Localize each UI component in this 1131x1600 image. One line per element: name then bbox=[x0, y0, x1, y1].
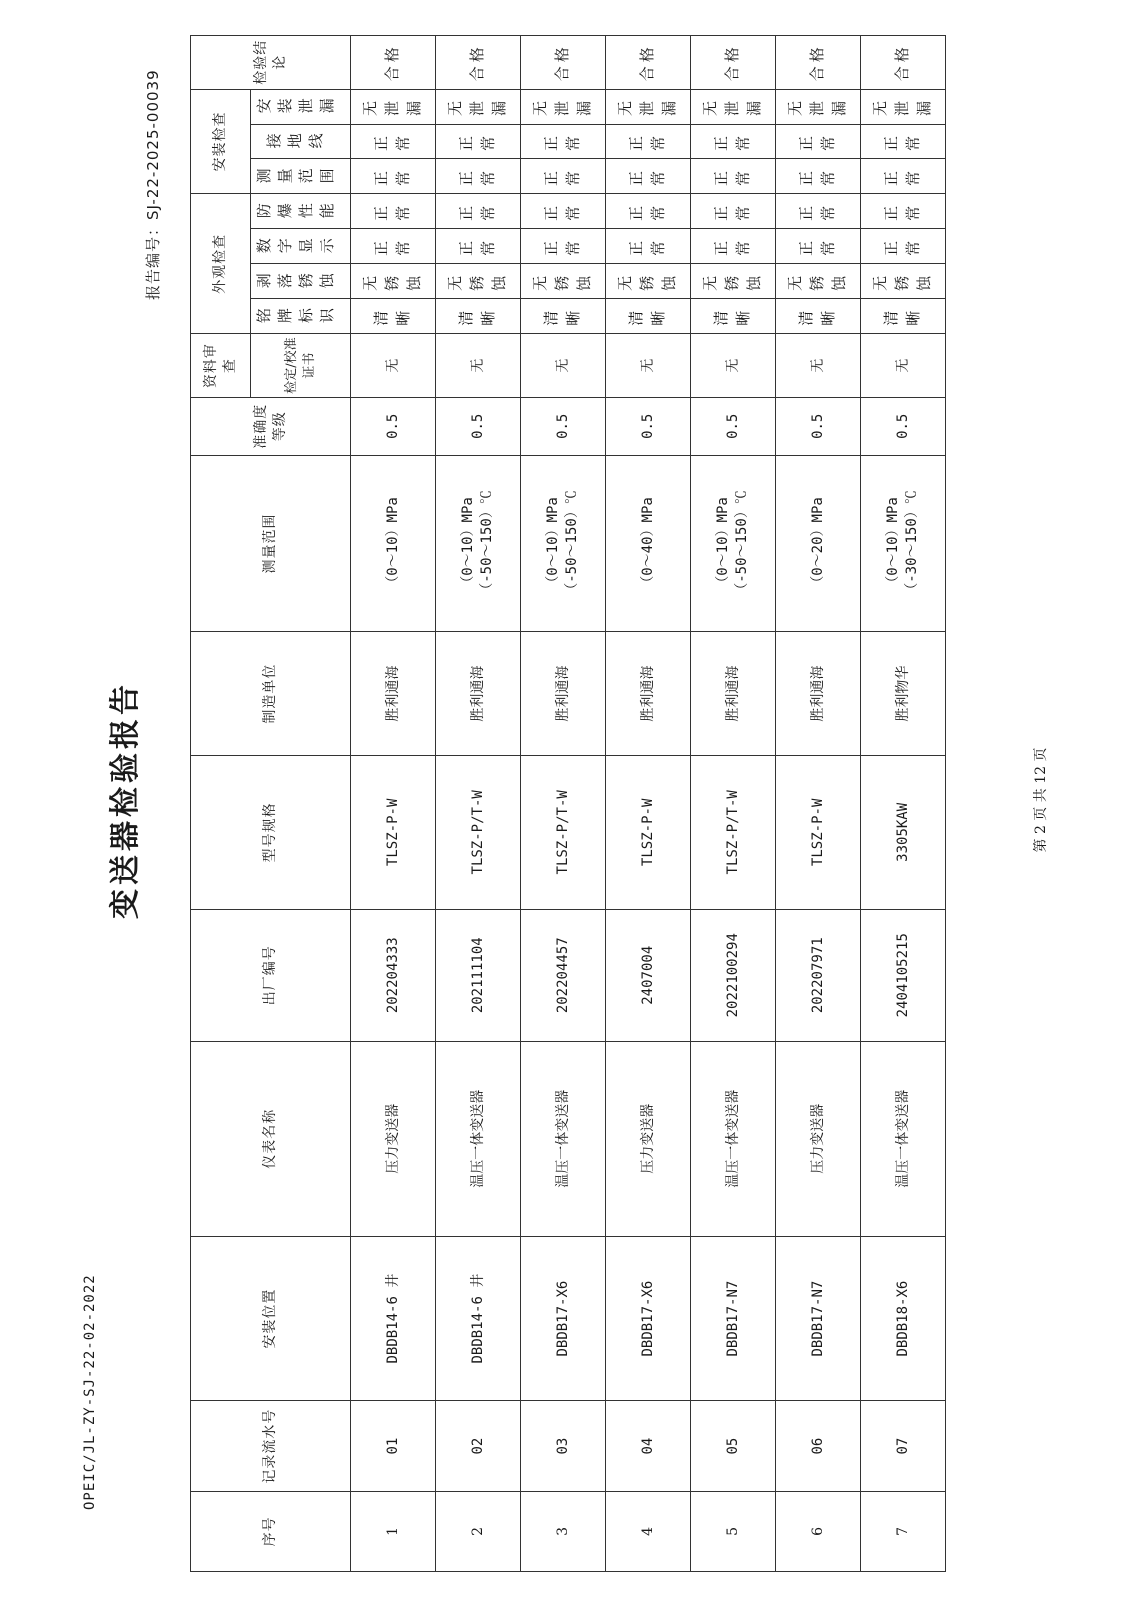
cell-ground-text: 正常 bbox=[627, 132, 667, 152]
cell-peel bbox=[606, 264, 691, 299]
document-id: OPEIC/JL-ZY-SJ-22-02-2022 bbox=[82, 1274, 98, 1510]
cell-model bbox=[351, 755, 436, 909]
cell-maker bbox=[436, 632, 521, 755]
cell-location-text: DBDB17-N7 bbox=[809, 1280, 826, 1357]
cell-cert bbox=[436, 334, 521, 398]
cell-display bbox=[436, 229, 521, 264]
cell-name-text: 温压一体变送器 bbox=[469, 1089, 486, 1188]
header-factory-no: 出厂编号 bbox=[191, 909, 351, 1041]
table-row bbox=[351, 36, 436, 1572]
cell-leak-text: 无泄漏 bbox=[531, 97, 593, 117]
header-model: 型号规格 bbox=[191, 755, 351, 909]
header-ground: 接地线 bbox=[266, 132, 330, 151]
cell-record-no bbox=[436, 1401, 521, 1491]
cell-explosion bbox=[436, 194, 521, 229]
cell-record-no-text: 01 bbox=[384, 1437, 401, 1455]
cell-model bbox=[436, 755, 521, 909]
cell-display bbox=[691, 229, 776, 264]
header-record-no: 记录流水号 bbox=[191, 1401, 351, 1491]
cell-leak bbox=[861, 89, 946, 124]
header-nameplate: 铭牌标识 bbox=[255, 307, 340, 326]
cell-accuracy bbox=[436, 397, 521, 455]
cell-range bbox=[436, 455, 521, 632]
cell-accuracy-text: 0.5 bbox=[384, 413, 401, 439]
cell-factory-no-text: 2022100294 bbox=[724, 933, 741, 1018]
header-install-check: 安装检查 bbox=[191, 89, 251, 194]
cell-range bbox=[606, 455, 691, 632]
cell-location-text: DBDB14-6 井 bbox=[384, 1273, 401, 1364]
cell-display-text: 正常 bbox=[627, 236, 667, 256]
header-leak-cell bbox=[251, 89, 351, 124]
header-location: 安装位置 bbox=[191, 1236, 351, 1400]
cell-leak bbox=[436, 89, 521, 124]
cell-record-no-text: 07 bbox=[894, 1437, 911, 1455]
cell-nameplate-text: 清晰 bbox=[457, 306, 497, 326]
cell-result bbox=[691, 36, 776, 90]
cell-seq-text: 4 bbox=[639, 1526, 656, 1536]
cell-name-text: 温压一体变送器 bbox=[894, 1089, 911, 1188]
cell-location-text: DBDB18-X6 bbox=[894, 1280, 911, 1357]
cell-explosion-text: 正常 bbox=[372, 201, 412, 221]
cell-peel bbox=[861, 264, 946, 299]
cell-explosion bbox=[861, 194, 946, 229]
cell-seq bbox=[521, 1491, 606, 1571]
cell-result-text: 合格 bbox=[723, 43, 742, 82]
cell-name bbox=[861, 1041, 946, 1236]
cell-meas-range bbox=[436, 159, 521, 194]
cell-factory-no bbox=[691, 909, 776, 1041]
cell-range2: （-50～150）℃ bbox=[479, 490, 495, 597]
cell-ground-text: 正常 bbox=[882, 132, 922, 152]
cell-range1: （0～10）MPa bbox=[384, 497, 401, 590]
header-name: 仪表名称 bbox=[191, 1041, 351, 1236]
cell-model-text: TLSZ-P/T-W bbox=[554, 790, 571, 875]
cell-factory-no bbox=[351, 909, 436, 1041]
cell-location bbox=[606, 1236, 691, 1400]
cell-factory-no bbox=[861, 909, 946, 1041]
cell-name-text: 温压一体变送器 bbox=[724, 1089, 741, 1188]
cell-maker bbox=[691, 632, 776, 755]
cell-maker bbox=[606, 632, 691, 755]
cell-range1: （0～10）MPa bbox=[715, 497, 732, 590]
cell-maker-text: 胜利物华 bbox=[894, 665, 911, 722]
cell-peel-text: 无锈蚀 bbox=[361, 271, 423, 291]
table-row bbox=[436, 36, 521, 1572]
cell-accuracy-text: 0.5 bbox=[724, 413, 741, 439]
cell-factory-no bbox=[606, 909, 691, 1041]
cell-result-text: 合格 bbox=[383, 43, 402, 82]
cell-factory-no-text: 2407004 bbox=[639, 945, 656, 1005]
cell-display bbox=[776, 229, 861, 264]
cell-name bbox=[436, 1041, 521, 1236]
cell-leak-text: 无泄漏 bbox=[446, 97, 508, 117]
cell-meas-range-text: 正常 bbox=[457, 166, 497, 186]
cell-range1: （0～10）MPa bbox=[545, 497, 562, 590]
cell-location-text: DBDB17-N7 bbox=[724, 1280, 741, 1357]
cell-factory-no bbox=[521, 909, 606, 1041]
cell-range1: （0～20）MPa bbox=[809, 497, 826, 590]
cell-nameplate bbox=[436, 299, 521, 334]
cell-model bbox=[861, 755, 946, 909]
cell-meas-range-text: 正常 bbox=[542, 166, 582, 186]
cell-nameplate-text: 清晰 bbox=[627, 306, 667, 326]
cell-leak bbox=[776, 89, 861, 124]
cell-result bbox=[606, 36, 691, 90]
cell-display-text: 正常 bbox=[457, 236, 497, 256]
cell-cert bbox=[776, 334, 861, 398]
cell-result-text: 合格 bbox=[468, 43, 487, 82]
header-explosion-cell bbox=[251, 194, 351, 229]
cell-nameplate-text: 清晰 bbox=[882, 306, 922, 326]
cell-seq bbox=[436, 1491, 521, 1571]
cell-accuracy-text: 0.5 bbox=[894, 413, 911, 439]
cell-meas-range-text: 正常 bbox=[627, 166, 667, 186]
cell-maker bbox=[521, 632, 606, 755]
cell-name bbox=[691, 1041, 776, 1236]
cell-nameplate bbox=[521, 299, 606, 334]
cell-ground bbox=[691, 124, 776, 159]
cell-factory-no bbox=[436, 909, 521, 1041]
header-meas-range-cell bbox=[251, 159, 351, 194]
cell-name bbox=[521, 1041, 606, 1236]
cell-seq bbox=[776, 1491, 861, 1571]
cell-explosion-text: 正常 bbox=[797, 201, 837, 221]
cell-display-text: 正常 bbox=[542, 236, 582, 256]
cell-leak bbox=[351, 89, 436, 124]
cell-ground bbox=[606, 124, 691, 159]
cell-model bbox=[691, 755, 776, 909]
header-seq: 序号 bbox=[191, 1491, 351, 1571]
cell-explosion bbox=[351, 194, 436, 229]
cell-model-text: TLSZ-P-W bbox=[809, 798, 826, 867]
cell-meas-range bbox=[776, 159, 861, 194]
report-title: 变送器检验报告 bbox=[108, 681, 143, 919]
cell-display-text: 正常 bbox=[882, 236, 922, 256]
cell-range bbox=[351, 455, 436, 632]
cell-factory-no-text: 202207971 bbox=[809, 937, 826, 1014]
cell-seq-text: 3 bbox=[554, 1526, 571, 1536]
table-body bbox=[351, 36, 946, 1572]
cell-ground bbox=[436, 124, 521, 159]
cell-name bbox=[606, 1041, 691, 1236]
cell-location bbox=[521, 1236, 606, 1400]
cell-explosion-text: 正常 bbox=[542, 201, 582, 221]
cell-nameplate-text: 清晰 bbox=[372, 306, 412, 326]
cell-nameplate bbox=[691, 299, 776, 334]
header-leak: 安装泄漏 bbox=[255, 97, 340, 116]
cell-peel bbox=[436, 264, 521, 299]
header-explosion: 防爆性能 bbox=[255, 202, 340, 221]
cell-record-no bbox=[691, 1401, 776, 1491]
cell-leak-text: 无泄漏 bbox=[871, 97, 933, 117]
cell-peel bbox=[351, 264, 436, 299]
cell-leak-text: 无泄漏 bbox=[701, 97, 763, 117]
cell-meas-range-text: 正常 bbox=[712, 166, 752, 186]
cell-explosion-text: 正常 bbox=[457, 201, 497, 221]
cell-result bbox=[861, 36, 946, 90]
cell-range bbox=[691, 455, 776, 632]
cell-maker-text: 胜利通海 bbox=[724, 665, 741, 722]
cell-record-no bbox=[606, 1401, 691, 1491]
header-maker: 制造单位 bbox=[191, 632, 351, 755]
cell-accuracy-text: 0.5 bbox=[554, 413, 571, 439]
cell-model-text: 3305KAW bbox=[894, 802, 911, 862]
cell-ground-text: 正常 bbox=[372, 132, 412, 152]
cell-location bbox=[436, 1236, 521, 1400]
cell-leak-text: 无泄漏 bbox=[786, 97, 848, 117]
cell-result-text: 合格 bbox=[638, 43, 657, 82]
cell-location bbox=[691, 1236, 776, 1400]
cell-explosion bbox=[776, 194, 861, 229]
header-display-cell bbox=[251, 229, 351, 264]
cell-factory-no-text: 202204457 bbox=[554, 937, 571, 1014]
cell-model-text: TLSZ-P-W bbox=[384, 798, 401, 867]
cell-maker-text: 胜利通海 bbox=[384, 665, 401, 722]
header-accuracy: 准确度等级 bbox=[191, 397, 351, 455]
cell-accuracy bbox=[776, 397, 861, 455]
table-row bbox=[691, 36, 776, 1572]
cell-range2: （-50～150）℃ bbox=[734, 490, 750, 597]
cell-seq-text: 6 bbox=[809, 1526, 826, 1536]
cell-location bbox=[861, 1236, 946, 1400]
cell-ground bbox=[521, 124, 606, 159]
cell-record-no bbox=[861, 1401, 946, 1491]
cell-name-text: 温压一体变送器 bbox=[554, 1089, 571, 1188]
cell-nameplate-text: 清晰 bbox=[797, 306, 837, 326]
cell-explosion-text: 正常 bbox=[627, 201, 667, 221]
cell-accuracy bbox=[861, 397, 946, 455]
cell-ground bbox=[776, 124, 861, 159]
cell-name bbox=[776, 1041, 861, 1236]
cell-nameplate-text: 清晰 bbox=[542, 306, 582, 326]
cell-location bbox=[351, 1236, 436, 1400]
cell-cert-text: 无 bbox=[554, 358, 571, 373]
cell-nameplate-text: 清晰 bbox=[712, 306, 752, 326]
cell-explosion-text: 正常 bbox=[712, 201, 752, 221]
cell-seq-text: 1 bbox=[384, 1526, 401, 1536]
cell-explosion bbox=[521, 194, 606, 229]
header-ground-cell bbox=[251, 124, 351, 159]
cell-maker-text: 胜利通海 bbox=[469, 665, 486, 722]
cell-name-text: 压力变送器 bbox=[809, 1103, 826, 1174]
header-peel: 剥落锈蚀 bbox=[255, 272, 340, 291]
cell-factory-no-text: 202204333 bbox=[384, 937, 401, 1014]
cell-record-no-text: 04 bbox=[639, 1437, 656, 1455]
cell-cert-text: 无 bbox=[469, 358, 486, 373]
cell-ground bbox=[861, 124, 946, 159]
cell-meas-range bbox=[691, 159, 776, 194]
cell-record-no-text: 05 bbox=[724, 1437, 741, 1455]
cell-factory-no-text: 202111104 bbox=[469, 937, 486, 1014]
cell-range1: （0～10）MPa bbox=[460, 497, 477, 590]
cell-ground bbox=[351, 124, 436, 159]
cell-cert-text: 无 bbox=[384, 358, 401, 373]
cell-name-text: 压力变送器 bbox=[639, 1103, 656, 1174]
cell-seq bbox=[606, 1491, 691, 1571]
cell-ground-text: 正常 bbox=[797, 132, 837, 152]
cell-cert bbox=[606, 334, 691, 398]
cell-ground-text: 正常 bbox=[542, 132, 582, 152]
cell-cert-text: 无 bbox=[809, 358, 826, 373]
cell-display bbox=[351, 229, 436, 264]
cell-peel bbox=[776, 264, 861, 299]
cell-record-no-text: 02 bbox=[469, 1437, 486, 1455]
header-peel-cell bbox=[251, 264, 351, 299]
inspection-table bbox=[190, 35, 946, 1572]
cell-meas-range bbox=[861, 159, 946, 194]
header-range: 测量范围 bbox=[191, 455, 351, 632]
cell-cert bbox=[521, 334, 606, 398]
cell-leak bbox=[521, 89, 606, 124]
cell-location-text: DBDB17-X6 bbox=[639, 1280, 656, 1357]
cell-accuracy-text: 0.5 bbox=[809, 413, 826, 439]
cell-model bbox=[521, 755, 606, 909]
cell-display bbox=[521, 229, 606, 264]
cell-range bbox=[861, 455, 946, 632]
cell-accuracy bbox=[521, 397, 606, 455]
cell-cert bbox=[351, 334, 436, 398]
cell-model bbox=[606, 755, 691, 909]
cell-display bbox=[861, 229, 946, 264]
cell-accuracy-text: 0.5 bbox=[639, 413, 656, 439]
cell-model bbox=[776, 755, 861, 909]
cell-explosion-text: 正常 bbox=[882, 201, 922, 221]
cell-result bbox=[436, 36, 521, 90]
cell-meas-range bbox=[521, 159, 606, 194]
cell-model-text: TLSZ-P/T-W bbox=[724, 790, 741, 875]
cell-model-text: TLSZ-P-W bbox=[639, 798, 656, 867]
header-nameplate-cell bbox=[251, 299, 351, 334]
cell-factory-no-text: 2404105215 bbox=[894, 933, 911, 1018]
table-row bbox=[861, 36, 946, 1572]
cell-location-text: DBDB14-6 井 bbox=[469, 1273, 486, 1364]
cell-peel bbox=[691, 264, 776, 299]
cell-cert-text: 无 bbox=[894, 358, 911, 373]
cell-record-no-text: 03 bbox=[554, 1437, 571, 1455]
header-meas-range: 测量范围 bbox=[255, 167, 340, 186]
header-display: 数字显示 bbox=[255, 237, 340, 256]
cell-peel-text: 无锈蚀 bbox=[871, 271, 933, 291]
cell-seq-text: 2 bbox=[469, 1526, 486, 1536]
cell-meas-range-text: 正常 bbox=[797, 166, 837, 186]
cell-range2: （-30～150）℃ bbox=[904, 490, 920, 597]
header-cert: 检定/校准证书 bbox=[251, 334, 351, 398]
cell-factory-no bbox=[776, 909, 861, 1041]
cell-cert-text: 无 bbox=[724, 358, 741, 373]
cell-result bbox=[521, 36, 606, 90]
cell-result-text: 合格 bbox=[553, 43, 572, 82]
cell-nameplate bbox=[861, 299, 946, 334]
cell-explosion bbox=[606, 194, 691, 229]
cell-record-no bbox=[521, 1401, 606, 1491]
cell-display-text: 正常 bbox=[712, 236, 752, 256]
cell-record-no bbox=[776, 1401, 861, 1491]
cell-peel-text: 无锈蚀 bbox=[531, 271, 593, 291]
cell-cert bbox=[861, 334, 946, 398]
cell-cert-text: 无 bbox=[639, 358, 656, 373]
cell-model-text: TLSZ-P/T-W bbox=[469, 790, 486, 875]
cell-record-no bbox=[351, 1401, 436, 1491]
cell-name-text: 压力变送器 bbox=[384, 1103, 401, 1174]
cell-range bbox=[521, 455, 606, 632]
cell-accuracy bbox=[691, 397, 776, 455]
cell-result-text: 合格 bbox=[808, 43, 827, 82]
header-conclusion: 检验结论 bbox=[191, 36, 351, 90]
table-row bbox=[521, 36, 606, 1572]
cell-leak-text: 无泄漏 bbox=[616, 97, 678, 117]
cell-range bbox=[776, 455, 861, 632]
cell-range1: （0～40）MPa bbox=[639, 497, 656, 590]
cell-nameplate bbox=[776, 299, 861, 334]
cell-seq bbox=[691, 1491, 776, 1571]
cell-maker bbox=[861, 632, 946, 755]
cell-maker-text: 胜利通海 bbox=[809, 665, 826, 722]
cell-result-text: 合格 bbox=[893, 43, 912, 82]
cell-ground-text: 正常 bbox=[457, 132, 497, 152]
cell-seq-text: 5 bbox=[724, 1526, 741, 1536]
page-info: 第 2 页 共 12 页 bbox=[1033, 747, 1049, 853]
report-number: 报告编号：SJ-22-2025-00039 bbox=[144, 69, 162, 300]
cell-name bbox=[351, 1041, 436, 1236]
cell-explosion bbox=[691, 194, 776, 229]
cell-peel bbox=[521, 264, 606, 299]
cell-meas-range-text: 正常 bbox=[882, 166, 922, 186]
cell-maker-text: 胜利通海 bbox=[554, 665, 571, 722]
cell-result bbox=[776, 36, 861, 90]
table-row bbox=[776, 36, 861, 1572]
cell-peel-text: 无锈蚀 bbox=[701, 271, 763, 291]
cell-nameplate bbox=[351, 299, 436, 334]
cell-meas-range bbox=[351, 159, 436, 194]
cell-display bbox=[606, 229, 691, 264]
cell-seq bbox=[351, 1491, 436, 1571]
cell-range2: （-50～150）℃ bbox=[564, 490, 580, 597]
header-row-1 bbox=[191, 36, 251, 1572]
cell-maker-text: 胜利通海 bbox=[639, 665, 656, 722]
cell-leak bbox=[606, 89, 691, 124]
cell-maker bbox=[776, 632, 861, 755]
cell-seq bbox=[861, 1491, 946, 1571]
cell-ground-text: 正常 bbox=[712, 132, 752, 152]
header-appearance: 外观检查 bbox=[191, 194, 251, 334]
cell-nameplate bbox=[606, 299, 691, 334]
cell-peel-text: 无锈蚀 bbox=[616, 271, 678, 291]
header-doc-review: 资料审查 bbox=[191, 334, 251, 398]
table-row bbox=[606, 36, 691, 1572]
cell-seq-text: 7 bbox=[894, 1526, 911, 1536]
cell-meas-range bbox=[606, 159, 691, 194]
cell-peel-text: 无锈蚀 bbox=[786, 271, 848, 291]
cell-display-text: 正常 bbox=[797, 236, 837, 256]
cell-record-no-text: 06 bbox=[809, 1437, 826, 1455]
cell-leak bbox=[691, 89, 776, 124]
cell-accuracy bbox=[606, 397, 691, 455]
cell-cert bbox=[691, 334, 776, 398]
cell-peel-text: 无锈蚀 bbox=[446, 271, 508, 291]
cell-leak-text: 无泄漏 bbox=[361, 97, 423, 117]
cell-location-text: DBDB17-X6 bbox=[554, 1280, 571, 1357]
cell-accuracy-text: 0.5 bbox=[469, 413, 486, 439]
cell-location bbox=[776, 1236, 861, 1400]
cell-display-text: 正常 bbox=[372, 236, 412, 256]
cell-meas-range-text: 正常 bbox=[372, 166, 412, 186]
cell-accuracy bbox=[351, 397, 436, 455]
cell-result bbox=[351, 36, 436, 90]
cell-maker bbox=[351, 632, 436, 755]
cell-range1: （0～10）MPa bbox=[885, 497, 902, 590]
